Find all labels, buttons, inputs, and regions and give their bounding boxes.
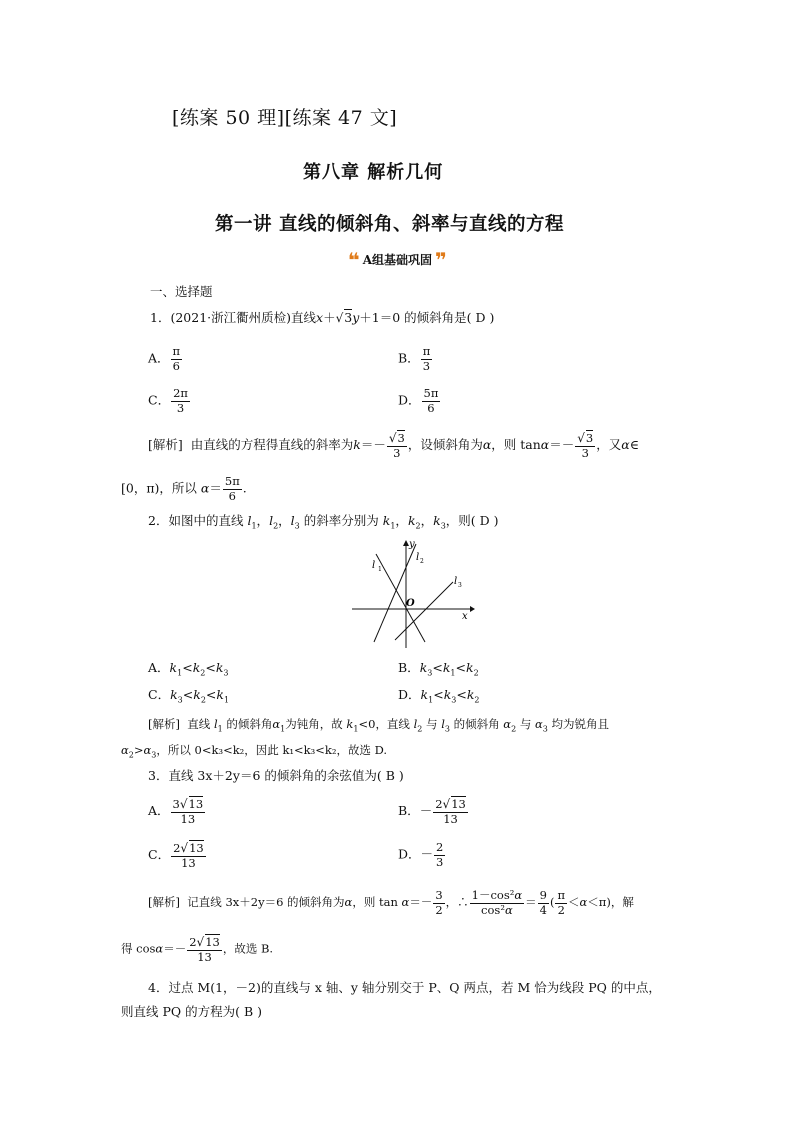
- q2-analysis-line2: $\alpha_2>\alpha_3$，所以 0<k₃<k₂，因此 k₁<k₃<k₂，故选 D.: [121, 743, 388, 760]
- section-label: 一、选择题: [150, 284, 213, 299]
- line-l2: [374, 544, 416, 642]
- q3-analysis-line2: 得 cosα＝－ $\frac{2√13}{13}$ ，故选 B.: [121, 935, 274, 964]
- q1-analysis: [解析] 由直线的方程得直线的斜率为k＝－ $\frac{√3}{3}$ ，设倾斜角为α，则 tanα＝－ $\frac{√3}{3}$ ，又α∈: [148, 431, 639, 460]
- q1-option-d: D． $\frac{5\pi}{6}$: [398, 386, 439, 415]
- group-label: A组基础巩固: [362, 253, 433, 267]
- q2-stem: 2．如图中的直线 $l_1$，$l_2$，$l_3$ 的斜率分别为 $k_1$，$k_2$，$k_3$，则( D ): [148, 513, 499, 531]
- label-l1-sub: 1: [378, 566, 382, 573]
- line-l3: [395, 582, 453, 640]
- q3-option-d: D．－ $\frac{2}{3}$: [398, 840, 444, 869]
- lecture-title: 第一讲 直线的倾斜角、斜率与直线的方程: [215, 214, 564, 235]
- label-l3: l: [454, 576, 458, 587]
- label-y: y: [409, 539, 415, 550]
- q2-figure: [350, 538, 475, 650]
- practice-tag: [练案 50 理][练案 47 文]: [172, 107, 398, 129]
- q1-option-c: C． $\frac{2\pi}{3}$: [148, 386, 188, 415]
- q3-option-c: C． $\frac{2√13}{13}$: [148, 841, 204, 870]
- open-quote-icon: ❝: [348, 247, 360, 272]
- q1-analysis-line2: [0，π)，所以 α＝ $\frac{5\pi}{6}$ .: [121, 474, 247, 503]
- group-banner: [348, 247, 447, 272]
- q4-stem-line2: 则直线 PQ 的方程为( B ): [121, 1004, 262, 1019]
- line-l1: [376, 554, 425, 642]
- q1-option-a: A． $\frac{\pi}{6}$: [148, 344, 181, 373]
- label-l3-sub: 3: [458, 582, 462, 589]
- q2-analysis: [解析] 直线 $l_1$ 的倾斜角$\alpha_1$为钝角，故 $k_1<0$，直线 $l_2$ 与 $l_3$ 的倾斜角 $\alpha_2$ 与 $\alpha_3$ 均为锐角且: [148, 717, 609, 734]
- q4-stem-line1: 4．过点 M(1，－2)的直线与 x 轴、y 轴分别交于 P、Q 两点，若 M 恰为线段 PQ 的中点，: [148, 980, 661, 995]
- x-axis-arrow-icon: [470, 606, 475, 612]
- q3-analysis: [解析] 记直线 3x＋2y＝6 的倾斜角为α，则 tan α＝－ $\frac{3}{2}$ ，∴ $\frac{\text{1－cos²α}}{\text{cos²α}}$ ＝ $\frac{9}{4}$ ( $\frac{\pi}{2}$ ＜α＜π)，解: [148, 888, 634, 917]
- label-l1: l: [372, 560, 376, 571]
- q1-option-b: B． $\frac{\pi}{3}$: [398, 344, 431, 373]
- q2-option-d: D．$k_1<k_3<k_2$: [398, 687, 480, 705]
- q1-stem: 1．(2021·浙江衢州质检)直线x＋√3y＋1＝0 的倾斜角是( D ): [150, 310, 495, 325]
- chapter-title: 第八章 解析几何: [303, 162, 444, 183]
- q2-option-a: A．$k_1<k_2<k_3$: [148, 660, 229, 678]
- label-x: x: [462, 611, 468, 622]
- label-l2: l: [416, 552, 420, 563]
- q3-option-a: A． $\frac{3√13}{13}$: [148, 797, 204, 826]
- q2-option-c: C．$k_3<k_2<k_1$: [148, 687, 230, 705]
- q3-stem: 3．直线 3x＋2y＝6 的倾斜角的余弦值为( B ): [148, 768, 404, 783]
- q3-option-b: B．－ $\frac{2√13}{13}$: [398, 797, 466, 826]
- label-origin: O: [406, 598, 415, 609]
- close-quote-icon: ❞: [435, 247, 447, 272]
- q2-option-b: B．$k_3<k_1<k_2$: [398, 660, 479, 678]
- label-l2-sub: 2: [420, 558, 424, 565]
